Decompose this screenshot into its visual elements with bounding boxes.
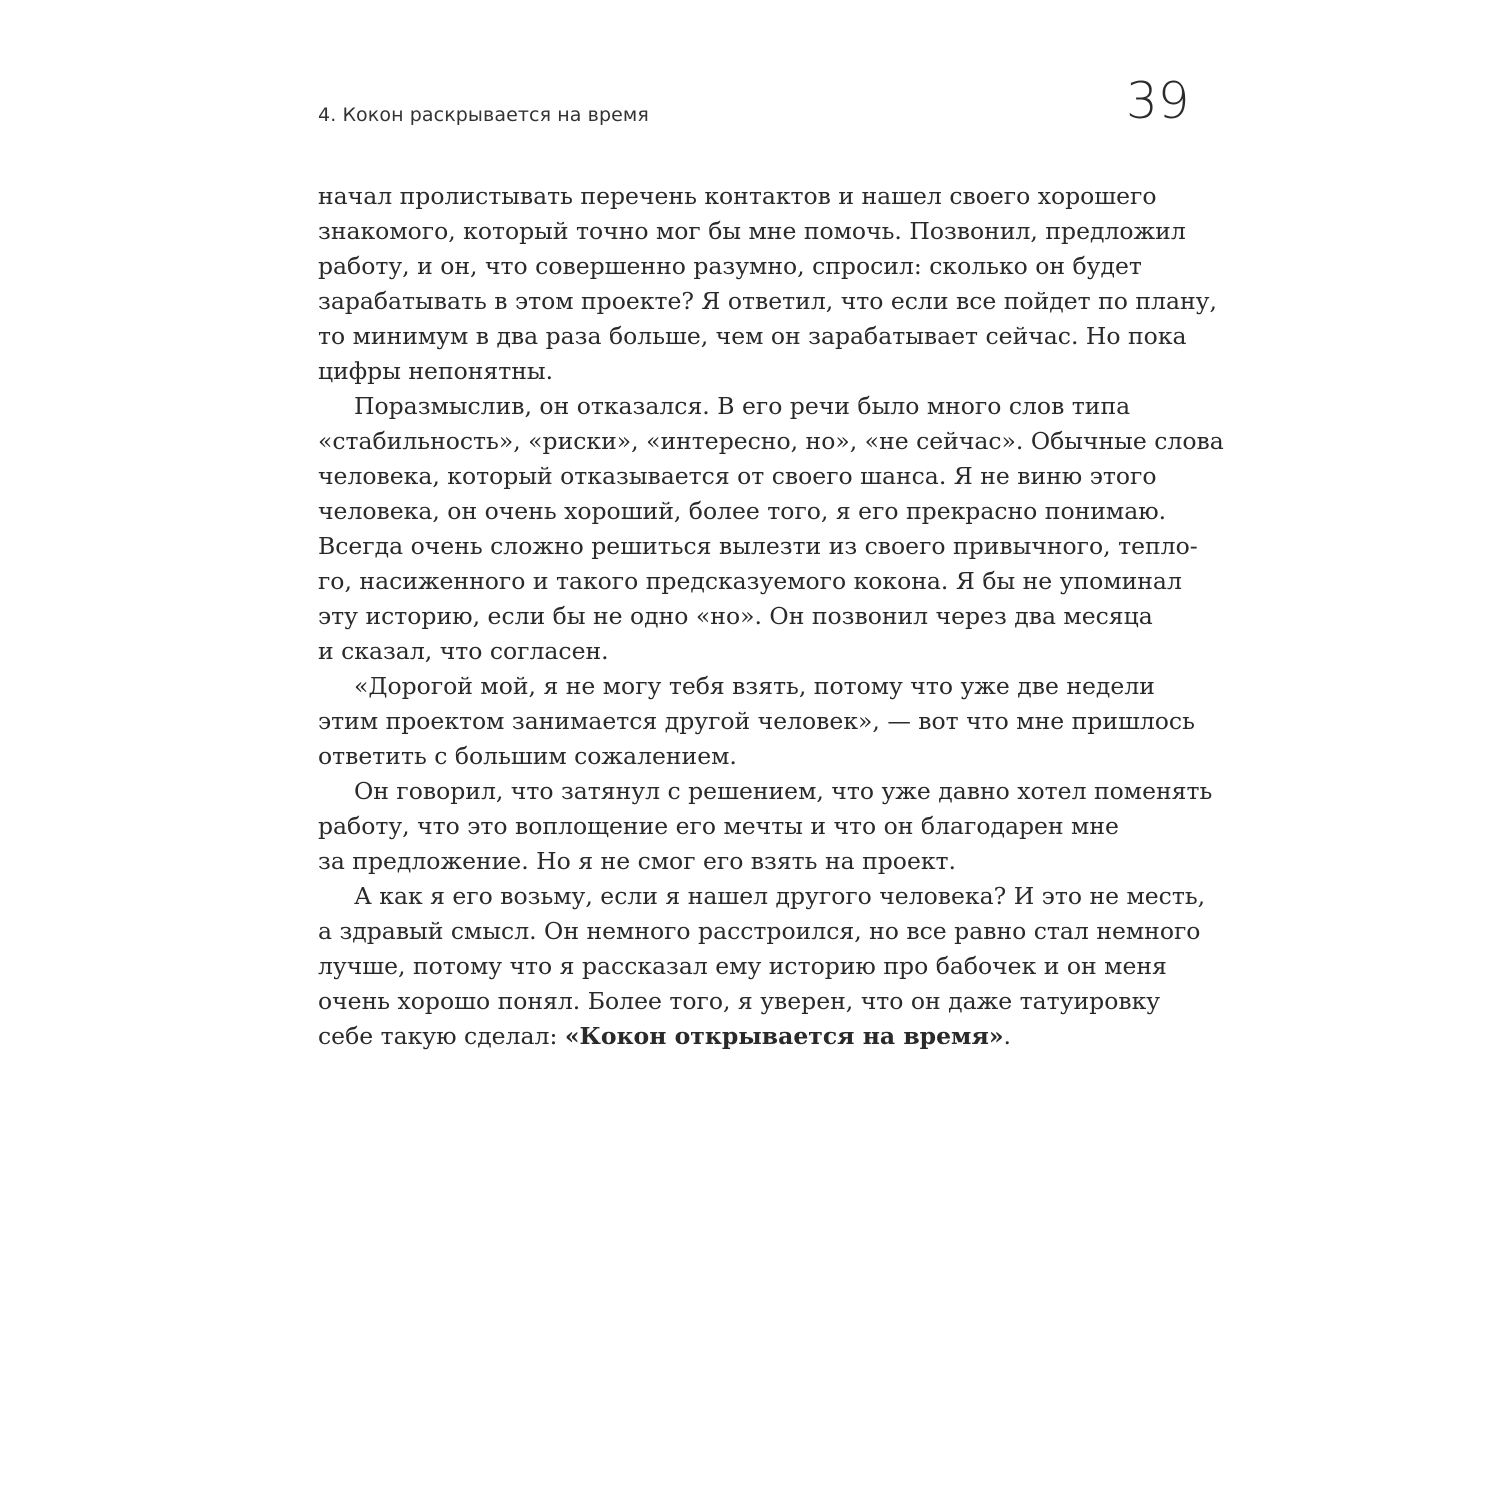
paragraph: [318, 774, 1213, 879]
text-line: этим проектом занимается другой человек», — вот что мне пришлось: [318, 707, 1195, 735]
text-line: А как я его возьму, если я нашел другого человека? И это не месть,: [354, 882, 1206, 910]
text-line: человека, который отказывается от своего шанса. Я не виню этого: [318, 462, 1157, 490]
text-line: работу, и он, что совершенно разумно, спросил: сколько он будет: [318, 252, 1142, 280]
running-head-title: 4. Кокон раскрывается на время: [318, 104, 649, 126]
text-line: Всегда очень сложно решиться вылезти из своего привычного, тепло-: [318, 532, 1198, 560]
text-line: «стабильность», «риски», «интересно, но», «не сейчас». Обычные слова: [318, 427, 1224, 455]
text-line: начал пролистывать перечень контактов и нашел своего хорошего: [318, 182, 1157, 210]
main-text: [318, 179, 1224, 1054]
text-line: за предложение. Но я не смог его взять на проект.: [318, 847, 957, 875]
text-line: эту историю, если бы не одно «но». Он позвонил через два месяца: [318, 602, 1153, 630]
text-line: работу, что это воплощение его мечты и что он благодарен мне: [318, 812, 1119, 840]
paragraph: [318, 389, 1224, 669]
emphasized-phrase: «Кокон открывается на время»: [564, 1022, 1004, 1050]
paragraph: [318, 179, 1217, 389]
text-line: очень хорошо понял. Более того, я уверен, что он даже татуировку: [318, 987, 1161, 1015]
final-line-prefix: себе такую сделал:: [318, 1022, 565, 1050]
text-line: зарабатывать в этом проекте? Я ответил, что если все пойдет по плану,: [318, 287, 1217, 315]
text-line: Поразмыслив, он отказался. В его речи было много слов типа: [354, 392, 1131, 420]
paragraph: [318, 879, 1206, 1054]
text-line: «Дорогой мой, я не могу тебя взять, потому что уже две недели: [354, 672, 1155, 700]
paragraph: [318, 669, 1195, 774]
text-line: то минимум в два раза больше, чем он зарабатывает сейчас. Но пока: [318, 322, 1187, 350]
text-line: го, насиженного и такого предсказуемого кокона. Я бы не упоминал: [318, 567, 1182, 595]
text-line-final: [318, 1019, 1108, 1054]
text-line: Он говорил, что затянул с решением, что уже давно хотел поменять: [354, 777, 1213, 805]
page-number: 39: [1126, 72, 1190, 130]
text-line: человека, он очень хороший, более того, я его прекрасно понимаю.: [318, 497, 1167, 525]
text-line: и сказал, что согласен.: [318, 637, 609, 665]
text-line: цифры непонятны.: [318, 357, 554, 385]
text-line: а здравый смысл. Он немного расстроился, но все равно стал немного: [318, 917, 1201, 945]
text-line: ответить с большим сожалением.: [318, 742, 737, 770]
text-line: знакомого, который точно мог бы мне помочь. Позвонил, предложил: [318, 217, 1186, 245]
final-line-suffix: .: [1003, 1022, 1011, 1050]
text-line: лучше, потому что я рассказал ему историю про бабочек и он меня: [318, 952, 1167, 980]
